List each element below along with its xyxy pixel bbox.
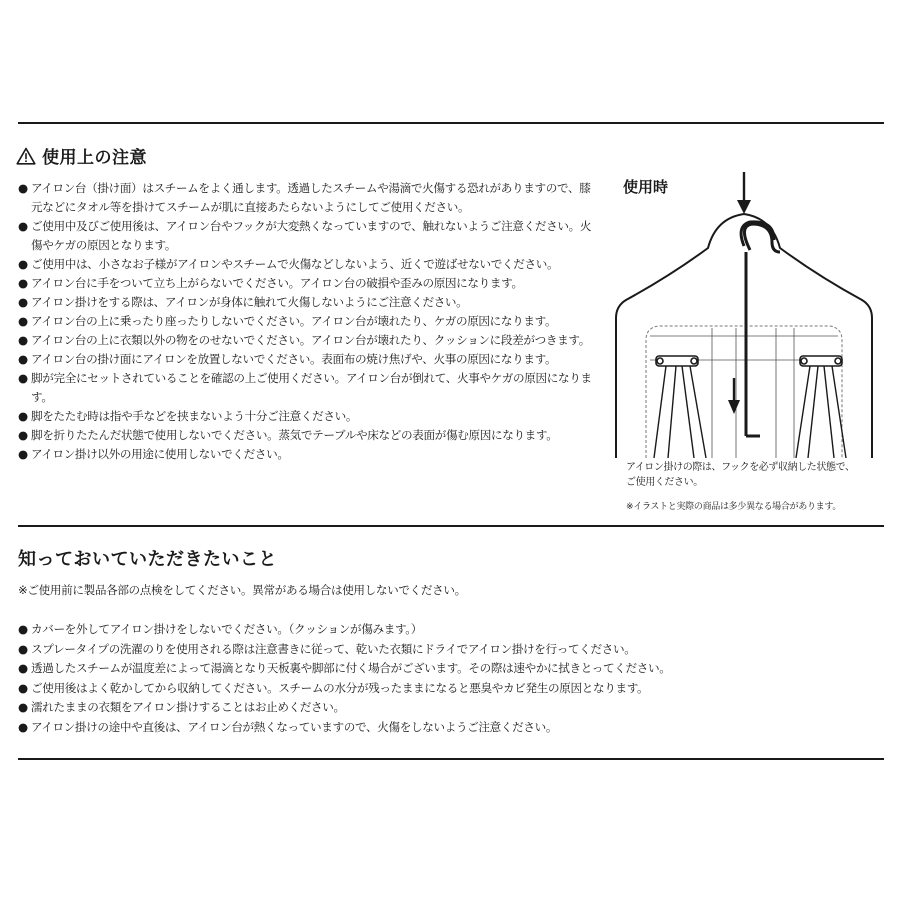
middle-divider <box>18 525 884 527</box>
down-arrow-icon <box>737 172 751 214</box>
caution-item: ● ご使用中は、小さなお子様がアイロンやスチームで火傷などしないよう、近くで遊ばせないでください。 <box>18 257 559 271</box>
caution-section-title <box>16 143 147 168</box>
usage-panel-title: 使用時 <box>623 178 669 196</box>
know-note: ※ご使用前に製品各部の点検をしてください。異常がある場合は使用しないでください。 <box>18 583 466 597</box>
right-bracket <box>800 356 842 366</box>
know-item: ● アイロン掛けの途中や直後は、アイロン台が熱くなっていますので、火傷をしないようご注意ください。 <box>18 719 558 734</box>
usage-note: ※イラストと実際の商品は多少異なる場合があります。 <box>626 502 842 512</box>
know-item: ● 透過したスチームが温度差によって湯滴となり天板裏や脚部に付く場合がございます。その際は速やかに拭きとってください。 <box>18 661 671 675</box>
caution-item: ● ご使用中及びご使用後は、アイロン台やフックが大変熱くなっていますので、触れないようご注意ください。火傷やケガの原因となります。 <box>18 219 592 252</box>
caution-item: ● アイロン台の上に乗ったり座ったりしないでください。アイロン台が壊れたり、ケガの原因になります。 <box>18 314 557 328</box>
bottom-divider <box>18 758 884 760</box>
know-section-title: 知っておいていただきたいこと <box>18 549 277 570</box>
know-item: ● カバーを外してアイロン掛けをしないでください。（クッションが傷みます。） <box>18 622 422 636</box>
top-divider <box>18 122 884 124</box>
usage-caption: アイロン掛けの際は、フックを必ず収納した状態で、 ご使用ください。 <box>626 462 855 488</box>
caution-item: ● 脚を折りたたんだ状態で使用しないでください。蒸気でテーブルや床などの表面が傷む原因になります。 <box>18 428 558 442</box>
know-item: ● 濡れたままの衣類をアイロン掛けすることはお止めください。 <box>18 700 345 714</box>
left-bracket <box>656 356 698 366</box>
hook-icon <box>741 222 780 436</box>
caution-title-text: 使用上の注意 <box>42 148 147 168</box>
caution-item: ● アイロン掛け以外の用途に使用しないでください。 <box>18 447 289 461</box>
caution-item: ● アイロン台に手をついて立ち上がらないでください。アイロン台の破損や歪みの原因になります。 <box>18 276 523 290</box>
know-list <box>18 620 718 737</box>
caution-item: ● 脚が完全にセットされていることを確認の上ご使用ください。アイロン台が倒れて、火事やケガの原因になります。 <box>18 371 592 404</box>
know-item: ● ご使用後はよく乾かしてから収納してください。スチームの水分が残ったままになると悪臭やカビ発生の原因となります。 <box>18 680 649 695</box>
caution-item: ● アイロン掛けをする際は、アイロンが身体に触れて火傷しないようにご注意ください。 <box>18 295 468 309</box>
store-hook-arrow-icon <box>728 378 740 414</box>
caution-item: ● アイロン台の上に衣類以外の物をのせないでください。アイロン台が壊れたり、クッションに段差がつきます。 <box>18 333 590 347</box>
warning-icon <box>16 147 36 165</box>
caution-item: ● アイロン台の掛け面にアイロンを放置しないでください。表面布の焼け焦げや、火事の原因になります。 <box>18 352 557 366</box>
know-item: ● スプレータイプの洗濯のりを使用される際は注意書きに従って、乾いた衣類にドライでアイロン掛けを行ってください。 <box>18 641 636 656</box>
caution-item: ● アイロン台（掛け面）はスチームをよく通します。透過したスチームや湯滴で火傷する恐れがありますので、膝元などにタオル等を掛けてスチームが肌に直接あたらないようにしてご使用ください。 <box>18 181 591 214</box>
caution-list <box>18 179 600 464</box>
legs <box>654 366 846 458</box>
ironing-board-illustration <box>610 168 890 458</box>
caution-item: ● 脚をたたむ時は指や手などを挟まないよう十分ご注意ください。 <box>18 409 358 423</box>
